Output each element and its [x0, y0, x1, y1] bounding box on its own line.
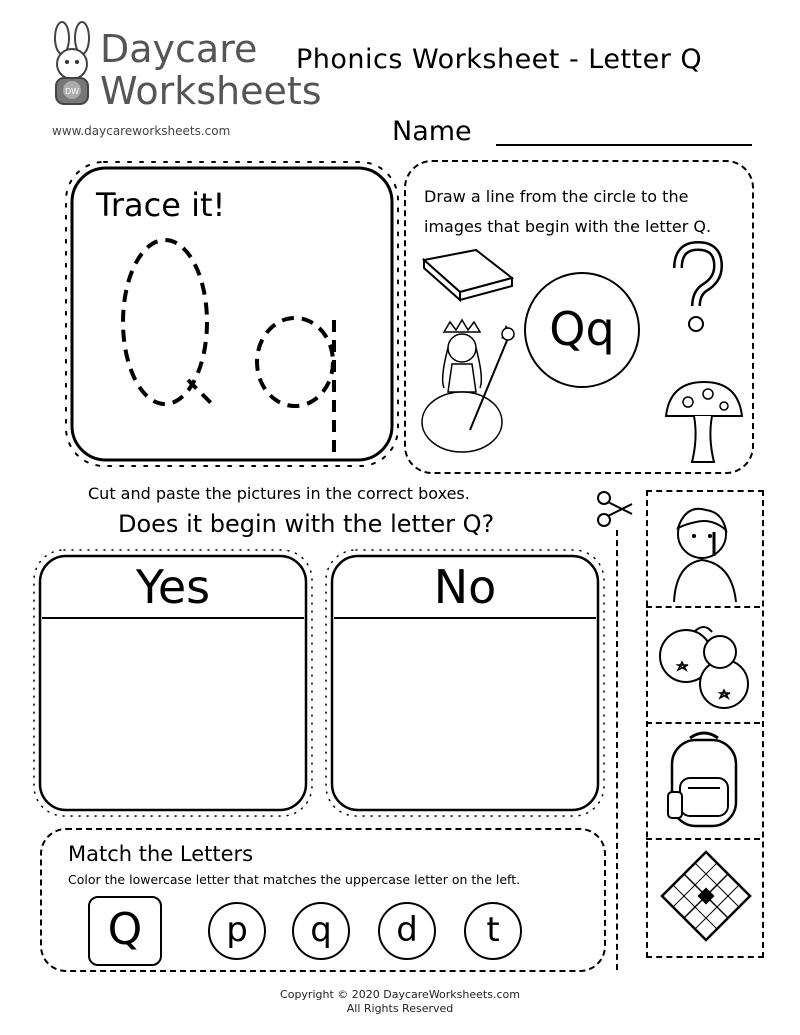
letter-option-p[interactable]: p [208, 902, 266, 960]
letter-option-q[interactable]: q [292, 902, 350, 960]
uppercase-letter: Q [88, 896, 162, 966]
draw-instruction-line1: Draw a line from the circle to the [424, 187, 689, 206]
logo [44, 22, 322, 138]
mushroom-icon[interactable] [660, 378, 750, 468]
scissors-icon [596, 490, 636, 530]
cut-paste-question: Does it begin with the letter Q? [118, 510, 495, 538]
strip-divider [646, 838, 760, 840]
name-line[interactable] [496, 144, 752, 146]
match-title: Match the Letters [68, 842, 254, 866]
quilt-icon[interactable] [656, 846, 756, 946]
traceable-letters[interactable] [110, 240, 360, 460]
trace-title: Trace it! [96, 186, 226, 224]
qq-circle[interactable]: Qq [524, 272, 640, 388]
question-mark-icon[interactable] [668, 240, 728, 340]
book-icon[interactable] [418, 246, 518, 306]
bunny-logo-icon [44, 22, 104, 112]
page-title: Phonics Worksheet - Letter Q [296, 44, 703, 75]
logo-line1: Daycare [100, 27, 258, 71]
yes-drop-area[interactable] [42, 622, 304, 806]
cut-paste-instruction: Cut and paste the pictures in the correct boxes. [88, 484, 470, 503]
match-instruction: Color the lowercase letter that matches the uppercase letter on the left. [68, 872, 521, 887]
strip-divider [646, 606, 760, 608]
footer-rights: All Rights Reserved [346, 1002, 454, 1015]
logo-url: www.daycareworksheets.com [52, 124, 231, 138]
logo-line2: Worksheets [100, 69, 322, 113]
no-label: No [433, 560, 497, 614]
logo-badge: DW [64, 87, 80, 96]
letter-option-d[interactable]: d [378, 902, 436, 960]
footer-copyright: Copyright © 2020 DaycareWorksheets.com [280, 988, 520, 1001]
backpack-icon[interactable] [664, 728, 744, 832]
yes-label: Yes [135, 560, 211, 614]
blueberries-icon[interactable] [654, 618, 754, 714]
cut-line [616, 530, 618, 970]
quiet-boy-icon[interactable] [656, 498, 756, 602]
name-label: Name [392, 116, 472, 147]
strip-divider [646, 722, 760, 724]
draw-instruction-line2: images that begin with the letter Q. [424, 217, 712, 236]
no-drop-area[interactable] [334, 622, 596, 806]
queen-icon[interactable] [414, 318, 524, 458]
letter-option-t[interactable]: t [464, 902, 522, 960]
